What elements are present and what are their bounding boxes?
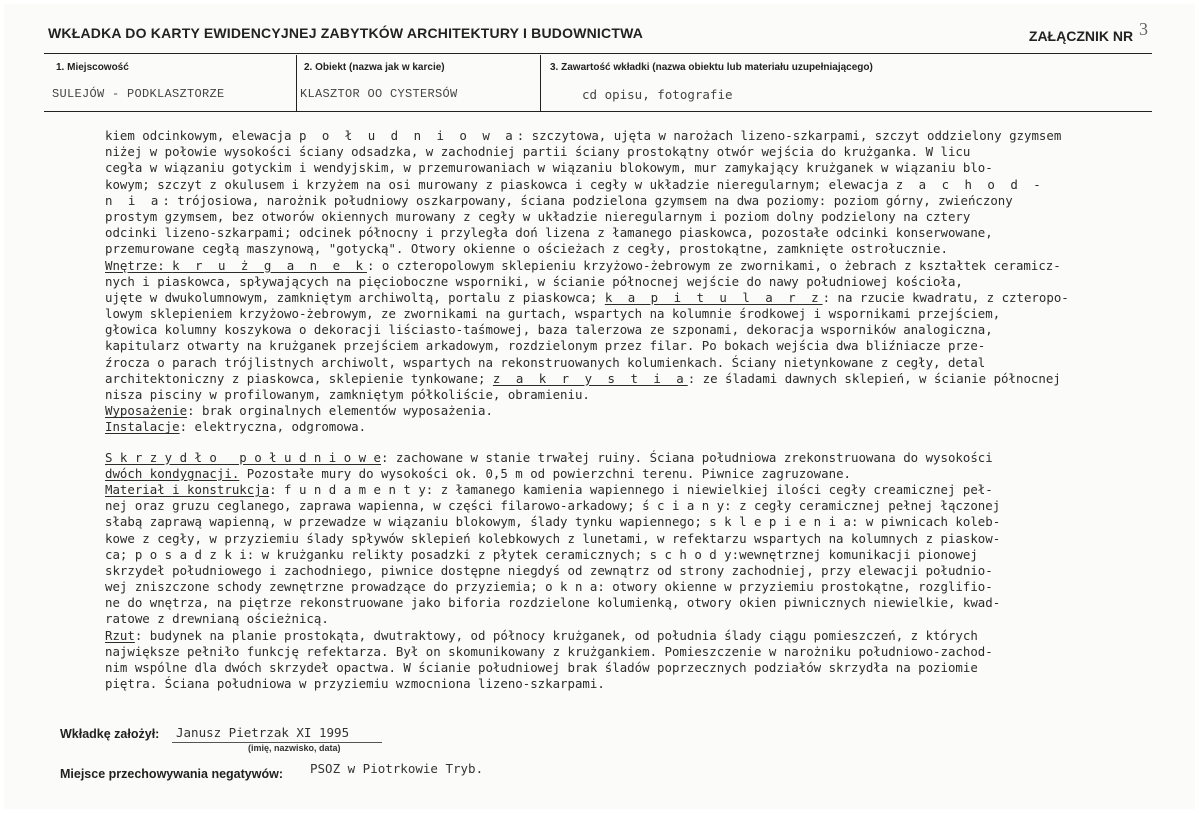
text-line: słabą zaprawą wapienną, w przewadze w wiązaniu blokowym, ślady tynku wapiennego; s k l e p i e n i a: w piwnicach koleb-	[105, 514, 1001, 530]
text-line: lowym sklepieniem krzyżowo-żebrowym, ze zwornikami na gurtach, wspartych na kolumnie środkowej i wspornikami przejściem,	[105, 306, 1001, 322]
interior-paragraph	[105, 258, 1105, 436]
content-label: 3. Zawartość wkładki (nazwa obiektu lub materiału uzupełniającego)	[550, 62, 873, 73]
negatives-label: Miejsce przechowywania negatywów:	[60, 767, 283, 781]
text-line: ne do wnętrza, na piętrze rekonstruowane jako biforia rozdzielone kolumienką, otwory okien piwnicznych niewielkie, kwad-	[105, 595, 1001, 611]
fields-divider	[44, 111, 1152, 112]
locality-value: SULEJÓW - PODKLASZTORZE	[52, 87, 225, 101]
text-line: Wyposażenie: brak orginalnych elementów wyposażenia.	[105, 403, 493, 419]
text-line: ujęte w dwukolumnowym, zamkniętym archiwoltą, portalu z piaskowca; k a p i t u l a r z: na rzucie kwadratu, z czteropo-	[105, 289, 1069, 305]
text-line: największe pełniło funkcję refektarza. Był on skomunikowany z krużgankiem. Pomieszczenie w narożniku południowo-zachod-	[105, 643, 993, 659]
text-line: niżej w połowie wysokości ściany odsadzka, w zachodniej partii ściany prostokątny otwór wejścia do krużganka. W licu	[105, 144, 971, 160]
text-line: dwóch kondygnacji. Pozostałe mury do wysokości ok. 0,5 m od powierzchni terenu. Piwnice zagruzowane.	[105, 465, 851, 481]
text-line: kapitularz otwarty na krużganek przejściem arkadowym, rozdzielonym przez filar. Po bokach wejścia dwa bliźniacze prze-	[105, 338, 986, 354]
south-wing-paragraph	[105, 450, 1105, 693]
field-divider-1	[296, 55, 297, 111]
annex-number: 3	[1139, 19, 1148, 39]
text-line: S k r z y d ł o p o ł u d n i o w e: zachowane w stanie trwałej ruiny. Ściana południowa zrekonstruowana do wysokości	[105, 449, 993, 465]
text-line: głowica kolumny koszykowa o dekoracji liściasto-taśmowej, baza talerzowa ze szponami, dekoracja wsporników analogiczna,	[105, 322, 993, 338]
text-line: Instalacje: elektryczna, odgromowa.	[105, 419, 367, 435]
text-line: nisza pisciny w profilowanym, zamkniętym półkoliście, obramieniu.	[105, 387, 590, 402]
object-label: 2. Obiekt (nazwa jak w karcie)	[304, 62, 445, 73]
text-line: nej oraz gruzu ceglanego, zaprawa wapienna, w części filarowo-arkadowy; ś c i a n y: z cegły ceramicznej pełnej łączonej	[105, 498, 1001, 514]
text-line: skrzydeł południowego i zachodniego, piwnice dostępne niegdyś od zewnątrz od strony zachodniej, przy elewacji południo-	[105, 562, 993, 578]
annex-label	[1028, 19, 1148, 46]
locality-label: 1. Miejscowość	[56, 62, 129, 73]
text-line: źrocza o parach trójlistnych archiwolt, wspartych na rekonstruowanych kolumienkach. Ściany nietynkowane z cegły, detal	[105, 354, 986, 370]
text-line: Rzut: budynek na planie prostokąta, dwutraktowy, od północy krużganek, od południa ślady ciągu pomieszczeń, z których	[105, 627, 978, 643]
field-divider-2	[540, 55, 541, 111]
text-line: kowym; szczyt z okulusem i krzyżem na osi murowany z piaskowca i cegły w układzie nieregularnym; elewacja z a c h o d -	[105, 176, 1045, 192]
text-line: Materiał i konstrukcja: f u n d a m e n t y: z łamanego kamienia wapiennego i niewielkiej ilości cegły creamicznej peł-	[105, 481, 993, 497]
text-line: nych i piaskowca, spływających na pięcioboczne wsporniki, w ścianie północnej wejście do nawy południowej kościoła,	[105, 273, 963, 289]
form-header	[48, 19, 1148, 47]
form-title: WKŁADKA DO KARTY EWIDENCYJNEJ ZABYTKÓW ARCHITEKTURY I BUDOWNICTWA	[48, 25, 644, 41]
negatives-value: PSOZ w Piotrkowie Tryb.	[310, 761, 484, 776]
text-line: nim wspólne dla dwóch skrzydeł opactwa. W ścianie południowej brak śladów poprzecznych podziałów skrzydła na poziomie	[105, 660, 978, 675]
facade-paragraph	[105, 128, 1105, 258]
text-line: przemurowane cegłą maszynową, "gotycką". Otwory okienne o ościeżach z cegły, prostokątne, zamknięte ostrołucznie.	[105, 241, 948, 257]
founder-label: Wkładkę założył:	[60, 727, 160, 741]
text-line: architektoniczny z piaskowca, sklepienie tynkowane; z a k r y s t i a: ze śladami dawnych sklepień, w ścianie północnej	[105, 370, 1061, 386]
text-line: ratowe z drewnianą ościeżnicą.	[105, 611, 329, 627]
text-line: Wnętrze: k r u ż g a n e k: o czteropolowym sklepieniu krzyżowo-żebrowym ze zwornikami, o żebrach z kształtek ceramicz-	[105, 257, 1061, 273]
text-line: kowe z cegły, w przyziemiu ślady spływów sklepień kolebkowych z lunetami, w refektarzu wspartych na kolumnych z piaskow-	[105, 530, 1001, 546]
text-line: piętra. Ściana południowa w przyziemiu wzmocniona lizeno-szkarpami.	[105, 676, 605, 692]
text-line: kiem odcinkowym, elewacja p o ł u d n i o w a: szczytowa, ujęta w narożach lizeno-szkarpami, szczyt oddzielony gzymsem	[105, 128, 1062, 143]
paragraph-gap	[105, 436, 1105, 450]
content-value: cd opisu, fotografie	[582, 87, 733, 102]
text-line: odcinki lizeno-szkarpami; odcinek północny i przyległa doń lizena z łamanego piaskowca, pozostałe odcinki konserwowane,	[105, 225, 993, 241]
annex-text: ZAŁĄCZNIK NR	[1028, 28, 1134, 44]
text-line: cegła w wiązaniu gotyckim i wendyjskim, w przemurowaniach w wiązaniu blokowym, mur zamykający krużganek w wiązaniu blo-	[105, 160, 993, 176]
text-line: ca; p o s a d z k i: w krużganku relikty posadzki z płytek ceramicznych; s c h o d y:wewnętrznej komunikacji pionowej	[105, 546, 978, 562]
founder-value: Janusz Pietrzak XI 1995	[176, 725, 350, 740]
description-text	[105, 128, 1105, 692]
text-line: n i a: trójosiowa, narożnik południowy oszkarpowany, ściana podzielona gzymsem na dwa poziomy: poziom górny, zwieńczony	[105, 192, 1013, 208]
founder-note: (imię, nazwisko, data)	[248, 743, 341, 753]
text-line: prostym gzymsem, bez otworów okiennych murowany z cegły w układzie nieregularnym i poziom dolny podzielony na cztery	[105, 208, 971, 224]
text-line: wej zniszczone schody zewnętrzne prowadzące do przyziemia; o k n a: otwory okienne w przyziemiu prostokątne, rozglifio-	[105, 579, 993, 595]
header-divider	[44, 53, 1152, 54]
object-value: KLASZTOR OO CYSTERSÓW	[300, 87, 458, 101]
